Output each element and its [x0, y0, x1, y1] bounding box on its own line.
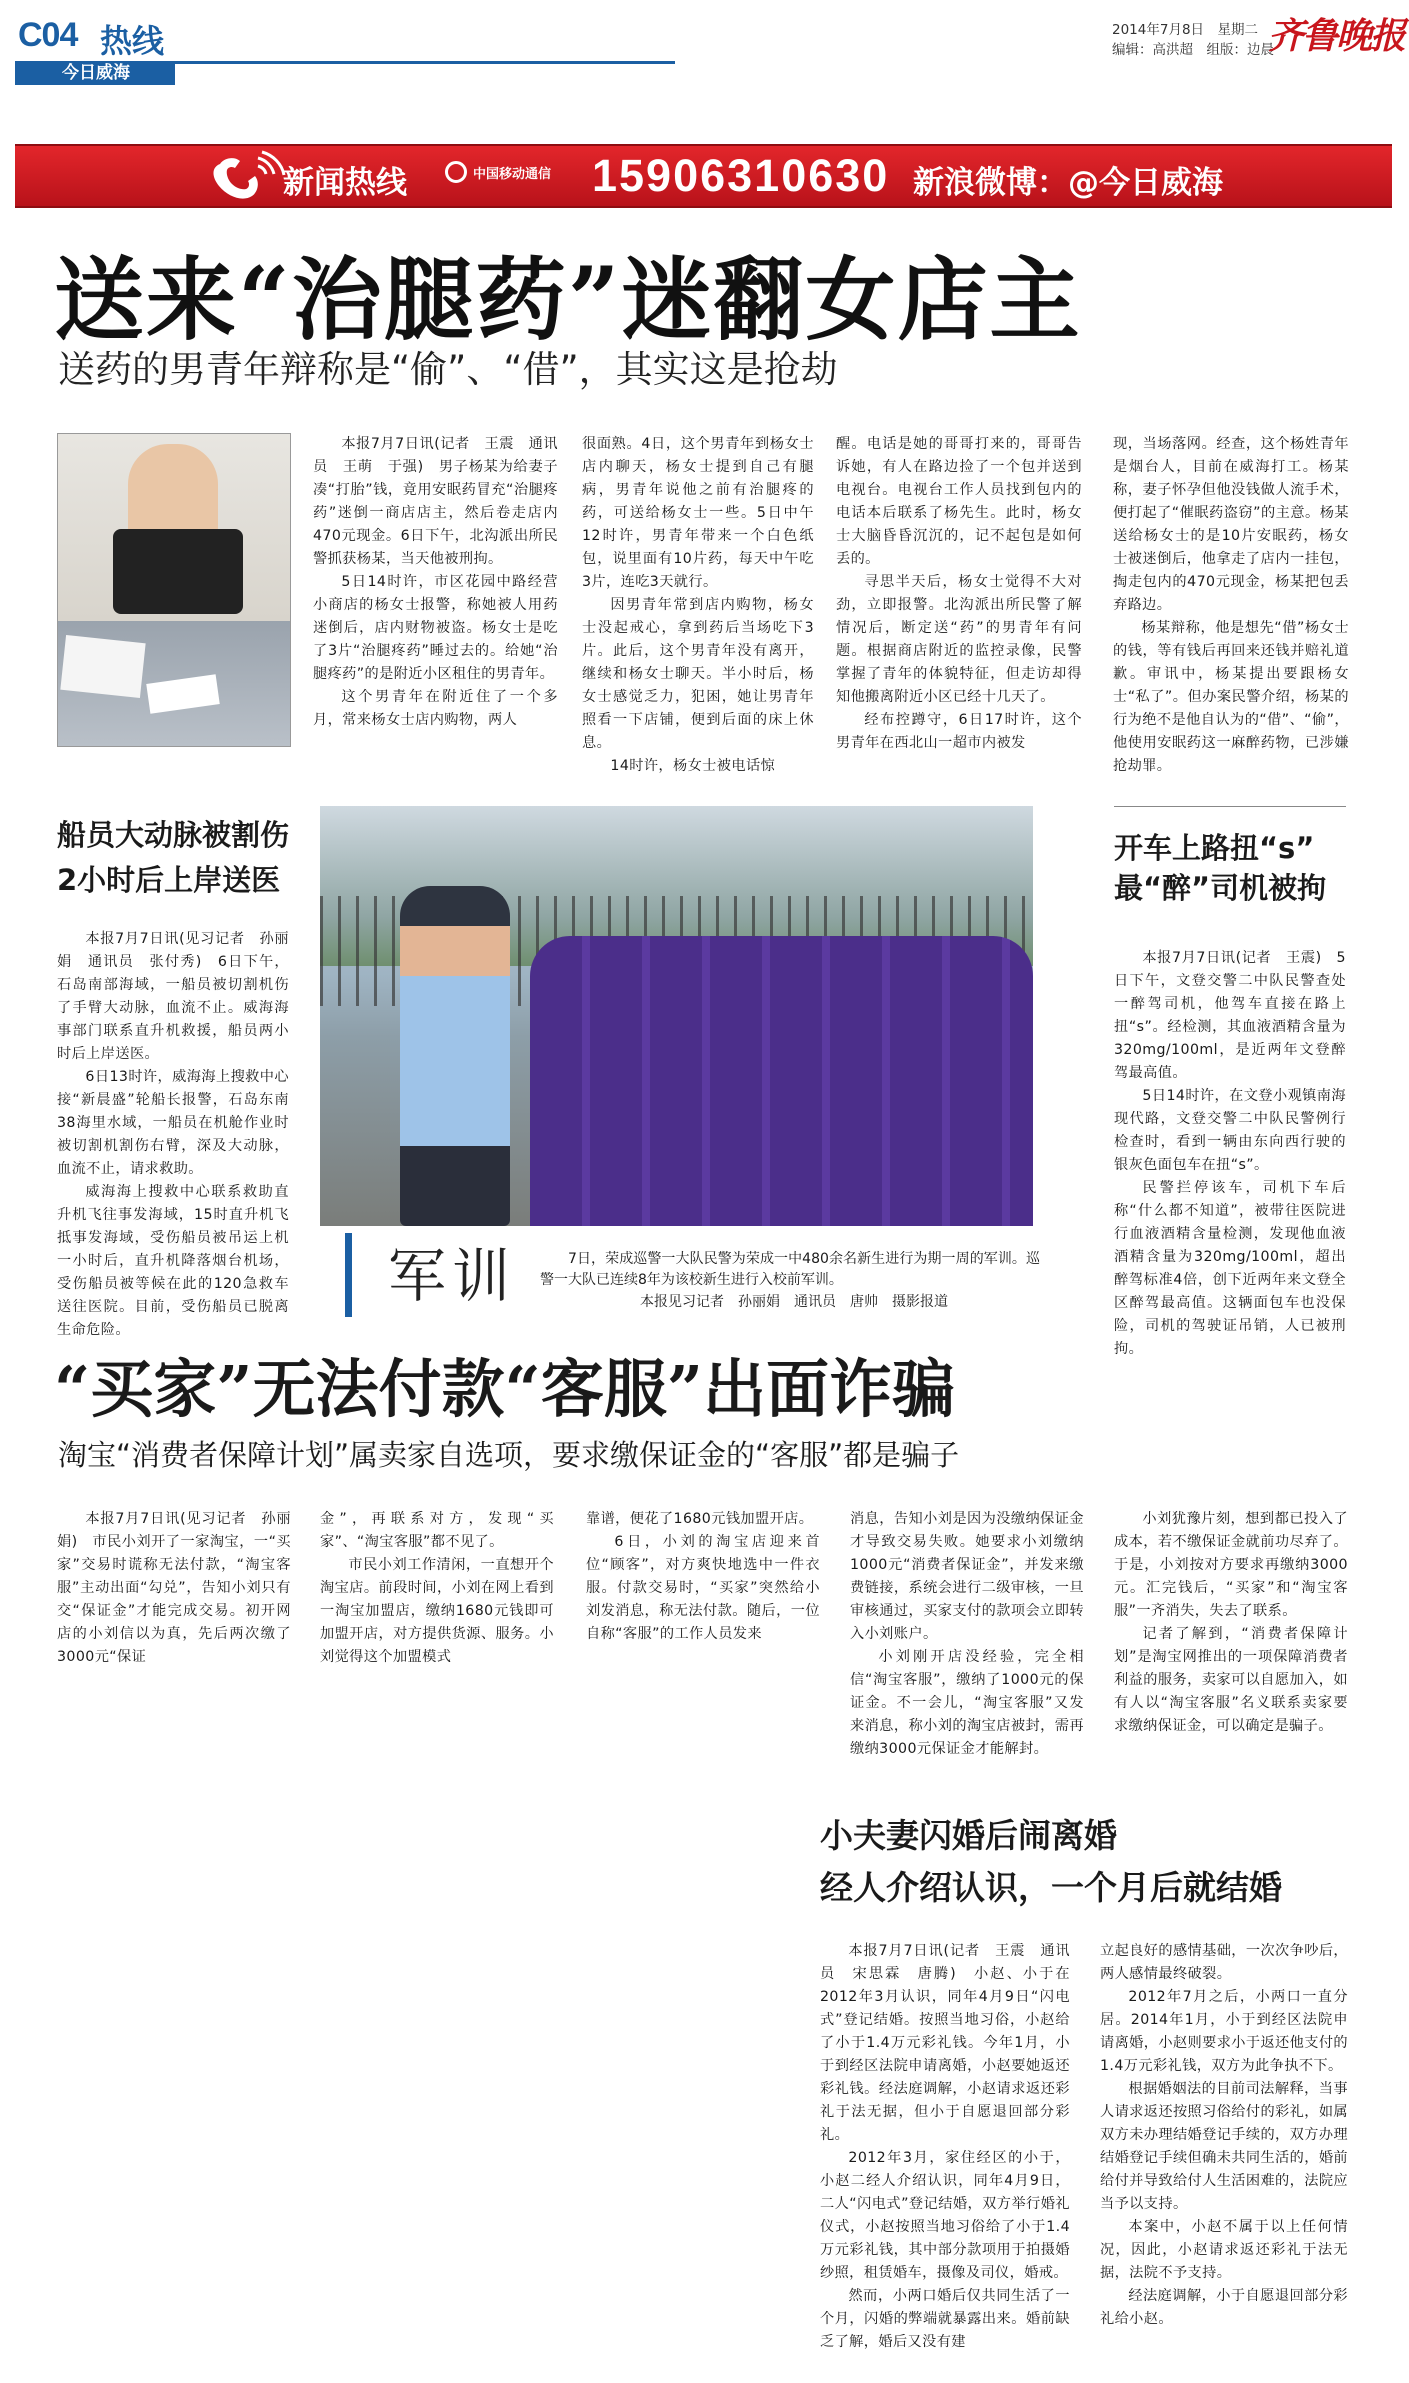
paragraph: 本报7月7日讯(记者 王震) 5日下午，文登交警二中队民警查处一醉驾司机，他驾车直接在路上扭“s”。经检测，其血液酒精含量为320mg/100ml，是近两年文登醉驾最高值。 [1114, 950, 1346, 1081]
lead-subheadline: 送药的男青年辩称是“偷”、“借”，其实这是抢劫 [58, 348, 838, 391]
training-photo [320, 806, 1033, 1226]
chair [113, 529, 243, 614]
drunk-headline-2: 最“醉”司机被拘 [1114, 871, 1327, 905]
sailor-headline-1: 船员大动脉被割伤 [57, 818, 290, 852]
issue-date: 2014年7月8日 星期二 [1112, 22, 1259, 38]
photo-tag: 军训 [388, 1242, 517, 1310]
paragraph: 很面熟。4日，这个男青年到杨女士店内聊天，杨女士提到自己有腿病，男青年说他之前有治腿疼的药，可送给杨女士一些。5日中午12时许，男青年带来一个白色纸包，说里面有10片药，每天中午吃3片，连吃3天就行。 [582, 436, 814, 590]
paragraph: 5日14时许，在文登小观镇南海现代路，文登交警二中队民警例行检查时，看到一辆由东向西行驶的银灰色面包车在扭“s”。 [1114, 1088, 1346, 1173]
officer [400, 886, 510, 1226]
paragraph: 寻思半天后，杨女士觉得不大对劲，立即报警。北沟派出所民警了解情况后，断定送“药”的男青年有问题。根据商店附近的监控录像，民警掌握了青年的体貌特征，但走访却得知他搬离附近小区已经十几天了。 [836, 574, 1082, 705]
taobao-column-1 [57, 1508, 291, 1669]
paragraph: 这个男青年在附近住了一个多月，常来杨女士店内购物，两人 [313, 689, 558, 728]
taobao-column-5 [1114, 1508, 1348, 1738]
paragraph: 本报7月7日讯(记者 王震 通讯员 王萌 于强) 男子杨某为给妻子凑“打胎”钱，竟用安眠药冒充“治腿疼药”迷倒一商店店主，然后卷走店内470元现金。6日下午，北沟派出所民警抓获杨某，当天他被刑拘。 [313, 436, 558, 567]
students [530, 936, 1033, 1226]
paragraph: 醒。电话是她的哥哥打来的，哥哥告诉她，有人在路边捡了一个包并送到电视台。电视台工作人员找到包内的电话本后联系了杨先生。此时，杨女士大脑昏昏沉沉的，记不起包是如何丢的。 [836, 436, 1082, 567]
paragraph: 根据婚姻法的目前司法解释，当事人请求返还按照习俗给付的彩礼，如属双方未办理结婚登记手续的，双方办理结婚登记手续但确未共同生活的，婚前给付并导致给付人生活困难的，法院应当予以支持。 [1100, 2081, 1348, 2212]
paragraph: 市民小刘工作清闲，一直想开个淘宝店。前段时间，小刘在网上看到一淘宝加盟店，缴纳1680元钱即可加盟开店，对方提供货源、服务。小刘觉得这个加盟模式 [320, 1557, 554, 1665]
taobao-column-4 [850, 1508, 1084, 1761]
lead-column-4 [1113, 433, 1349, 778]
paragraph: 经法庭调解，小于自愿退回部分彩礼给小赵。 [1100, 2288, 1348, 2327]
section-name: 热线 [100, 22, 165, 60]
hotline-number: 15906310630 [592, 150, 890, 201]
photo-caption [540, 1249, 1040, 1291]
paragraph: 6日，小刘的淘宝店迎来首位“顾客”，对方爽快地选中一件衣服。付款交易时，“买家”突然给小刘发消息，称无法付款。随后，一位自称“客服”的工作人员发来 [586, 1534, 820, 1642]
pill-packet [146, 674, 219, 713]
paragraph: 14时许，杨女士被电话惊 [610, 758, 776, 774]
sailor-headline-2: 2小时后上岸送医 [57, 863, 281, 897]
paragraph: 本报7月7日讯(见习记者 孙丽娟 通讯员 张付秀) 6日下午，石岛南部海域，一船员被切割机伤了手臂大动脉，血流不止。威海海事部门联系直升机救援，船员两小时后上岸送医。 [57, 931, 289, 1062]
operator-name: 中国移动通信 [473, 167, 552, 182]
paragraph: 现，当场落网。经查，这个杨姓青年是烟台人，目前在威海打工。杨某称，妻子怀孕但他没钱做人流手术，便打起了“催眠药盗窃”的主意。杨某送给杨女士的是10片安眠药，杨女士被迷倒后，他拿走了店内一挂包，掏走包内的470元现金，杨某把包丢弃路边。 [1113, 436, 1349, 613]
caption-text: 7日，荣成巡警一大队民警为荣成一中480余名新生进行为期一周的军训。巡警一大队已连续8年为该校新生进行入校前军训。 [540, 1251, 1040, 1288]
paragraph: 民警拦停该车，司机下车后称“什么都不知道”，被带往医院进行血液酒精含量检测，发现他血液酒精含量为320mg/100ml，超出醉驾标准4倍，创下近两年来文登全区醉驾最高值。这辆面包车也没保险，司机的驾驶证吊销，人已被刑拘。 [1114, 1180, 1346, 1357]
paragraph: 本报7月7日讯(记者 王震 通讯员 宋思霖 唐腾) 小赵、小于在2012年3月认识，同年4月9日“闪电式”登记结婚。按照当地习俗，小赵给了小于1.4万元彩礼钱。今年1月，小于到经区法院申请离婚，小赵要她返还彩礼钱。经法庭调解，小赵请求返还彩礼于法无据，但小于自愿退回部分彩礼。 [820, 1943, 1070, 2143]
paragraph: 小刘刚开店没经验，完全相信“淘宝客服”，缴纳了1000元的保证金。不一会儿，“淘宝客服”又发来消息，称小刘的淘宝店被封，需再缴纳3000元保证金才能解封。 [850, 1649, 1084, 1757]
paragraph: 然而，小两口婚后仅共同生活了一个月，闪婚的弊端就暴露出来。婚前缺乏了解，婚后又没有建 [820, 2288, 1070, 2350]
drunk-headline-1: 开车上路扭“s” [1114, 831, 1315, 865]
paragraph: 消息，告知小刘是因为没缴纳保证金才导致交易失败。她要求小刘缴纳1000元“消费者保证金”，并发来缴费链接，系统会进行二级审核，一旦审核通过，买家支付的款项会立即转入小刘账户。 [850, 1511, 1084, 1642]
taobao-headline: “买家”无法付款“客服”出面诈骗 [54, 1352, 955, 1426]
drunk-body [1114, 947, 1346, 1361]
phone-icon [208, 150, 292, 206]
page-header [0, 0, 1409, 92]
taobao-subheadline: 淘宝“消费者保障计划”属卖家自选项，要求缴保证金的“客服”都是骗子 [58, 1438, 960, 1472]
paragraph: 经布控蹲守，6日17时许，这个男青年在西北山一超市内被发 [836, 712, 1082, 751]
lead-headline: 送来“治腿药”迷翻女店主 [54, 247, 1082, 353]
taobao-column-3 [586, 1508, 820, 1646]
paragraph: 5日14时许，市区花园中路经营小商店的杨女士报警，称她被人用药迷倒后，店内财物被盗。杨女士是吃了3片“治腿疼药”睡过去的。给她“治腿疼药”的是附近小区租住的男青年。 [313, 574, 558, 682]
page-number: C04 [18, 16, 78, 54]
editors: 编辑：高洪超 组版：边晨 [1112, 42, 1274, 58]
lead-column-2 [582, 433, 814, 778]
photo-credit: 本报见习记者 孙丽娟 通讯员 唐帅 摄影报道 [640, 1294, 948, 1310]
paragraph: 小刘犹豫片刻，想到都已投入了成本，若不缴保证金就前功尽弃了。于是，小刘按对方要求再缴纳3000元。汇完钱后，“买家”和“淘宝客服”一齐消失，失去了联系。 [1114, 1511, 1348, 1619]
newspaper-logo: 齐鲁晚报 [1268, 15, 1405, 57]
paragraph: 金”，再联系对方，发现“买家”、“淘宝客服”都不见了。 [320, 1511, 554, 1550]
paragraph: 因男青年常到店内购物，杨女士没起戒心，拿到药后当场吃下3片。此后，这个男青年没有离开，继续和杨女士聊天。半小时后，杨女士感觉乏力，犯困，她让男青年照看一下店铺，便到后面的床上休息。 [582, 597, 814, 751]
marriage-headline-2: 经人介绍认识，一个月后就结婚 [820, 1868, 1282, 1907]
subsection-name: 今日威海 [62, 63, 130, 83]
sailor-body [57, 928, 289, 1342]
lead-column-3 [836, 433, 1082, 755]
paragraph: 威海海上搜救中心联系救助直升机飞往事发海域，15时直升机飞抵事发海域，受伤船员被吊运上机一小时后，直升机降落烟台机场，受伤船员被等候在此的120急救车送往医院。目前，受伤船员已脱离生命危险。 [57, 1184, 289, 1338]
paragraph: 靠谱，便花了1680元钱加盟开店。 [586, 1511, 814, 1527]
weibo-handle: 新浪微博：@今日威海 [913, 165, 1223, 201]
paragraph: 2012年7月之后，小两口一直分居。2014年1月，小于到经区法院申请离婚，小赵则要求小于返还他支付的1.4万元彩礼钱，双方为此争执不下。 [1100, 1989, 1348, 2074]
sidebar-rule [1114, 806, 1346, 807]
lead-column-1 [313, 433, 558, 732]
paragraph: 本报7月7日讯(见习记者 孙丽娟) 市民小刘开了一家淘宝，一“买家”交易时谎称无法付款，“淘宝客服”主动出面“勾兑”，告知小刘只有交“保证金”才能完成交易。初开网店的小刘信以为真，先后两次缴了3000元“保证 [57, 1511, 291, 1665]
paragraph: 6日13时许，威海海上搜救中心接“新晨盛”轮船长报警，石岛东南38海里水域，一船员在机舱作业时被切割机割伤右臂，深及大动脉，血流不止，请求救助。 [57, 1069, 289, 1177]
paper-sheet [60, 635, 145, 698]
paragraph: 记者了解到，“消费者保障计划”是淘宝网推出的一项保障消费者利益的服务，卖家可以自愿加入，如有人以“淘宝客服”名义联系卖家要求缴纳保证金，可以确定是骗子。 [1114, 1626, 1348, 1734]
hotline-label: 新闻热线 [283, 165, 407, 201]
marriage-headline-1: 小夫妻闪婚后闹离婚 [820, 1816, 1117, 1855]
paragraph: 2012年3月，家住经区的小于，小赵二经人介绍认识，同年4月9日，二人“闪电式”登记结婚，双方举行婚礼仪式，小赵按照当地习俗给了小于1.4万元彩礼钱，其中部分款项用于拍摄婚纱照，租赁婚车，摄像及司仪，婚戒。 [820, 2150, 1070, 2281]
operator-logo [445, 161, 467, 183]
paragraph: 立起良好的感情基础，一次次争吵后，两人感情最终破裂。 [1100, 1943, 1348, 1982]
paragraph: 杨某辩称，他是想先“借”杨女士的钱，等有钱后再回来还钱并赔礼道歉。审讯中，杨某提出要跟杨女士“私了”。但办案民警介绍，杨某的行为绝不是他自认为的“借”、“偷”，他使用安眠药这一麻醉药物，已涉嫌抢劫罪。 [1113, 620, 1349, 774]
taobao-column-2 [320, 1508, 554, 1669]
marriage-column-1 [820, 1940, 1070, 2354]
paragraph: 本案中，小赵不属于以上任何情况，因此，小赵请求返还彩礼于法无据，法院不予支持。 [1100, 2219, 1348, 2281]
lead-photo [57, 433, 291, 747]
marriage-column-2 [1100, 1940, 1348, 2331]
hotline-banner [15, 144, 1392, 208]
photo-tag-bar [345, 1233, 352, 1317]
